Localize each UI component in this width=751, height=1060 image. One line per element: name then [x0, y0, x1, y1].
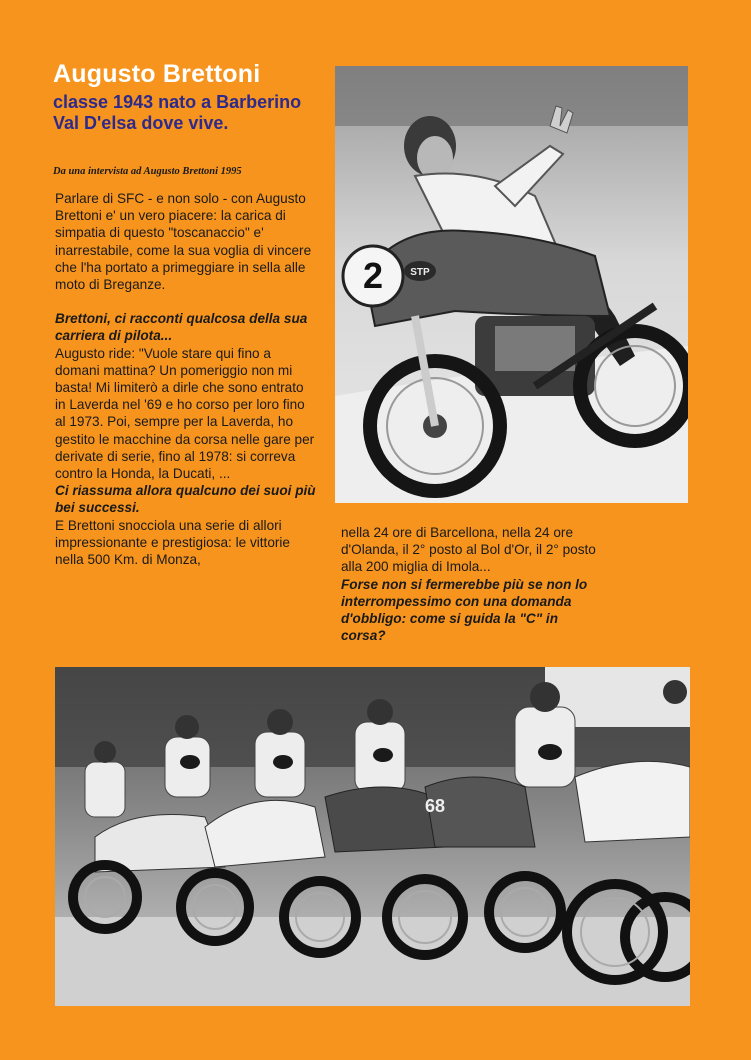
race-number: 2 [362, 255, 384, 296]
race-number-68: 68 [425, 796, 446, 816]
article-column-right [341, 524, 601, 644]
answer-career: Augusto ride: "Vuole stare qui fino a domani mattina? Un pomeriggio non mi basta! Mi limiterò a dirle che sono entrato in Laverda nel '69 e ho corso per loro fino al 1973. Poi, sempre per la Laverda, ho gestito le macchine da corsa nelle gare per derivate di serie, fino al 1978: si correva contro la Honda, la Ducati, ... [55, 345, 315, 482]
rider-photo [335, 66, 688, 503]
rider-photo-illustration [335, 66, 688, 503]
race-start-photo [55, 667, 690, 1006]
answer-successes: E Brettoni snocciola una serie di allori impressionante e prestigiosa: le vittorie nella 500 Km. di Monza, [55, 517, 290, 568]
race-start-illustration [55, 667, 690, 1006]
intro-paragraph: Parlare di SFC - e non solo - con Augusto Brettoni e' un vero piacere: la carica di simpatia di questo "toscanaccio" e' inarrestabile, come la sua voglia di vincere che l'ha portato a primeggiare in sella alle moto di Breganze. [55, 191, 312, 293]
question-career: Brettoni, ci racconti qualcosa della sua carriera di pilota... [55, 311, 308, 344]
page-title: Augusto Brettoni [53, 60, 261, 88]
successes-continued: nella 24 ore di Barcellona, nella 24 ore d'Olanda, il 2° posto al Bol d'Or, il 2° posto alla 200 miglia di Imola... [341, 525, 596, 575]
question-riding: Forse non si fermerebbe più se non lo interrompessimo con una domanda d'obbligo: come si guida la "C" in corsa? [341, 576, 588, 644]
question-successes: Ci riassuma allora qualcuno dei suoi più bei successi. [55, 483, 316, 516]
page-subtitle: classe 1943 nato a Barberino Val D'elsa dove vive. [53, 92, 302, 133]
article-column-left [55, 190, 317, 568]
interview-source: Da una intervista ad Augusto Brettoni 1995 [53, 166, 242, 177]
sponsor-logo: STP [410, 267, 430, 278]
